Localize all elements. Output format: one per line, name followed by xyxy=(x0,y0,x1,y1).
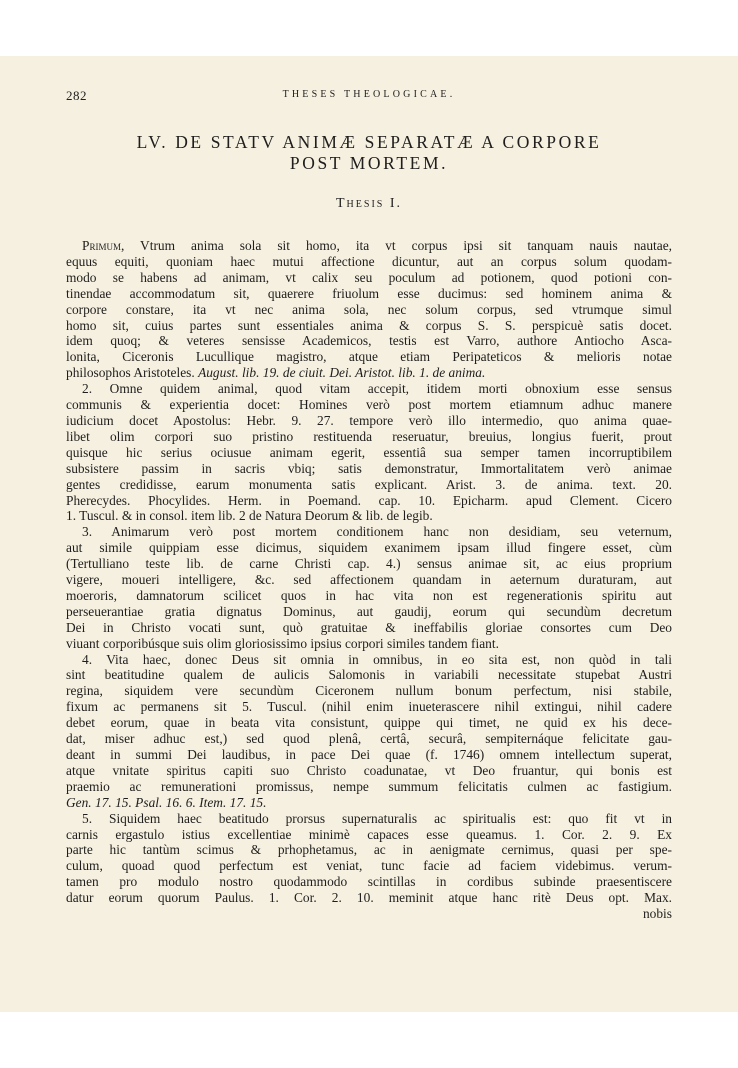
text-line: fixum ac permanens sit 5. Tuscul. (nihil enim inueterascere nihil extingui, nihil cadere xyxy=(66,699,672,715)
line-text: philosophos Aristoteles. xyxy=(66,365,199,381)
text-line: aut simile quippiam esse dicimus, siquidem exanimem ipsam illud fingere esset, cùm xyxy=(66,540,672,556)
text-line: modo se habens ad animam, vt calix seu poculum ad potionem, quod potioni con- xyxy=(66,269,672,285)
text-line: 4. Vita haec, donec Deus sit omnia in omnibus, in eo sita est, non quòd in tali xyxy=(82,651,672,667)
text-line: homo sit, cuius partes sunt essentiales anima & corpus S. S. perspicuè satis docet. xyxy=(66,317,672,333)
text-line: Dei in Christo vocati sunt, quò gratuitae & ineffabilis gloriae consortes cum Deo xyxy=(66,619,672,635)
text-line: carnis ergastulo istius excellentiae minimè capaces esse queamus. 1. Cor. 2. 9. Ex xyxy=(66,826,672,842)
page-number: 282 xyxy=(66,88,87,103)
text-line xyxy=(66,238,672,254)
thesis-heading: Thesis I. xyxy=(336,196,402,211)
text-line: tamen pro modulo nostro quodammodo scintillas in cordibus subinde praesentiscere xyxy=(66,874,672,890)
text-line: praemio ac remunerationi promissus, nempe summum felicitatis culmen ac fastigium. xyxy=(66,778,672,794)
text-line: gentes credidisse, earum monumenta satis explicant. Arist. 3. de anima. text. 20. xyxy=(66,476,672,492)
running-header xyxy=(66,88,672,106)
paragraph-1 xyxy=(66,238,672,381)
text-line xyxy=(66,365,672,381)
text-line: debet eorum, quae in beata vita consistunt, quippe qui timet, ne quid ex his dece- xyxy=(66,715,672,731)
text-line: deant in summi Dei laudibus, in pace Dei quae (f. 1746) omnem intellectum superat, xyxy=(66,747,672,762)
paragraph-5 xyxy=(66,811,672,922)
text-line: subsistere passim in sacris vbiq; satis demonstratur, Immortalitatem verò animae xyxy=(66,460,672,476)
text-line: idem quoq; & veteres sensisse Academicos, testis est Varro, authore Antiocho Asca- xyxy=(66,333,672,349)
text-line: atque vnitate spiritus capiti suo Christo coadunatae, vt Deo fruantur, qui bonis est xyxy=(66,762,672,778)
text-line: corpore constare, ita vt nec anima sola, nec solum corpus, sed vtrumque simul xyxy=(66,301,672,317)
text-line: quisque hic serius ociusue animam egerit, essentiâ sua semper tamen incorruptibilem xyxy=(66,444,672,460)
text-line: datur eorum quorum Paulus. 1. Cor. 2. 10. meminit atque hanc ritè Deus opt. Max. xyxy=(66,890,672,906)
paragraph-2 xyxy=(66,381,672,524)
text-line: sint beatitudine qualem de aulicis Salomonis in variabili necessitate stupebat Austri xyxy=(66,667,672,683)
text-line: (Tertulliano teste lib. de carne Christi cap. 4.) sensus animae sit, ac eius proprium xyxy=(66,556,672,572)
text-line: viuant corporibúsque suis olim gloriosissimo ipsius corpori similes tandem fiant. xyxy=(66,635,499,651)
text-line: culum, quoad quod perfectum est veniat, tunc facie ad faciem videbimus. verum- xyxy=(66,858,672,874)
paragraph-lead-word: Primum xyxy=(82,238,121,253)
text-line: 2. Omne quidem animal, quod vitam accepit, itidem morti obnoxium esse sensus xyxy=(82,381,672,397)
text-line: iudicium docet Apostolus: Hebr. 9. 27. tempore verò illo intermedio, quo anima quae- xyxy=(66,412,672,428)
text-line: vigere, moueri intelligere, &c. sed affectionem quandam in aeternum duraturam, aut xyxy=(66,572,672,588)
citation: Gen. 17. 15. Psal. 16. 6. Item. 17. 15. xyxy=(66,794,267,810)
text-line: 5. Siquidem haec beatitudo prorsus supernaturalis ac spiritualis est: quo fit vt in xyxy=(82,810,672,826)
line-text: , Vtrum anima sola sit homo, ita vt corpus ipsi sit tanquam nauis nautae, xyxy=(120,238,672,253)
paragraph-3 xyxy=(66,524,672,651)
text-line: regina, siquidem vere secundùm Ciceronem nullum bonum perfectum, nisi stabile, xyxy=(66,683,672,699)
book-page xyxy=(0,56,738,1012)
text-line xyxy=(66,795,672,811)
text-line: communis & experientia docet: Homines verò post mortem etiamnum adhuc manere xyxy=(66,397,672,413)
running-title: THESES THEOLOGICAE. xyxy=(282,89,456,100)
text-line: moeroris, damnatorum scilicet quos in hac vita non est regenerationis spiritu aut xyxy=(66,587,672,603)
text-line: 1. Tuscul. & in consol. item lib. 2 de Natura Deorum & lib. de legib. xyxy=(66,508,433,524)
text-line: dat, miser adhuc est,) sed quod plenâ, certâ, securâ, sempiternáque felicitate gau- xyxy=(66,731,672,747)
citation: August. lib. 19. de ciuit. Dei. Aristot. lib. 1. de anima. xyxy=(198,365,486,381)
text-line: parte hic tantùm scimus & prhophetamus, ac in aenigmate cernimus, quasi per spe- xyxy=(66,842,672,858)
text-line: perseuerantiae gratia dignatus Dominus, aut gaudij, eorum qui secundùm decretum xyxy=(66,603,672,619)
chapter-title-line-2: POST MORTEM. xyxy=(289,153,449,173)
paragraph-4 xyxy=(66,652,672,811)
text-line: Pherecydes. Phocylides. Herm. in Poemand. cap. 10. Epicharm. apud Clement. Cicero xyxy=(66,492,672,508)
catchword: nobis xyxy=(642,906,672,922)
text-line: equus equiti, quoniam haec mutui affectione dicuntur, aut an corpus solum quodam- xyxy=(66,253,672,269)
chapter-title-line-1: LV. DE STATV ANIMÆ SEPARATÆ A CORPORE xyxy=(136,132,602,152)
chapter-title xyxy=(66,132,672,174)
text-line: lonita, Ciceronis Lucullique magistro, atque etiam Peripateticos & melioris notae xyxy=(66,349,672,365)
text-line: tinendae accommodatum sit, quaerere friuolum esse ducimus: sed hominem anima & xyxy=(66,285,672,301)
text-line: libet olim corpori suo pristino restituenda reseruatur, breuius, longius fuerit, prout xyxy=(66,428,672,444)
body-text xyxy=(66,238,672,922)
text-line: 3. Animarum verò post mortem conditionem hanc non desidiam, seu veternum, xyxy=(82,524,672,540)
